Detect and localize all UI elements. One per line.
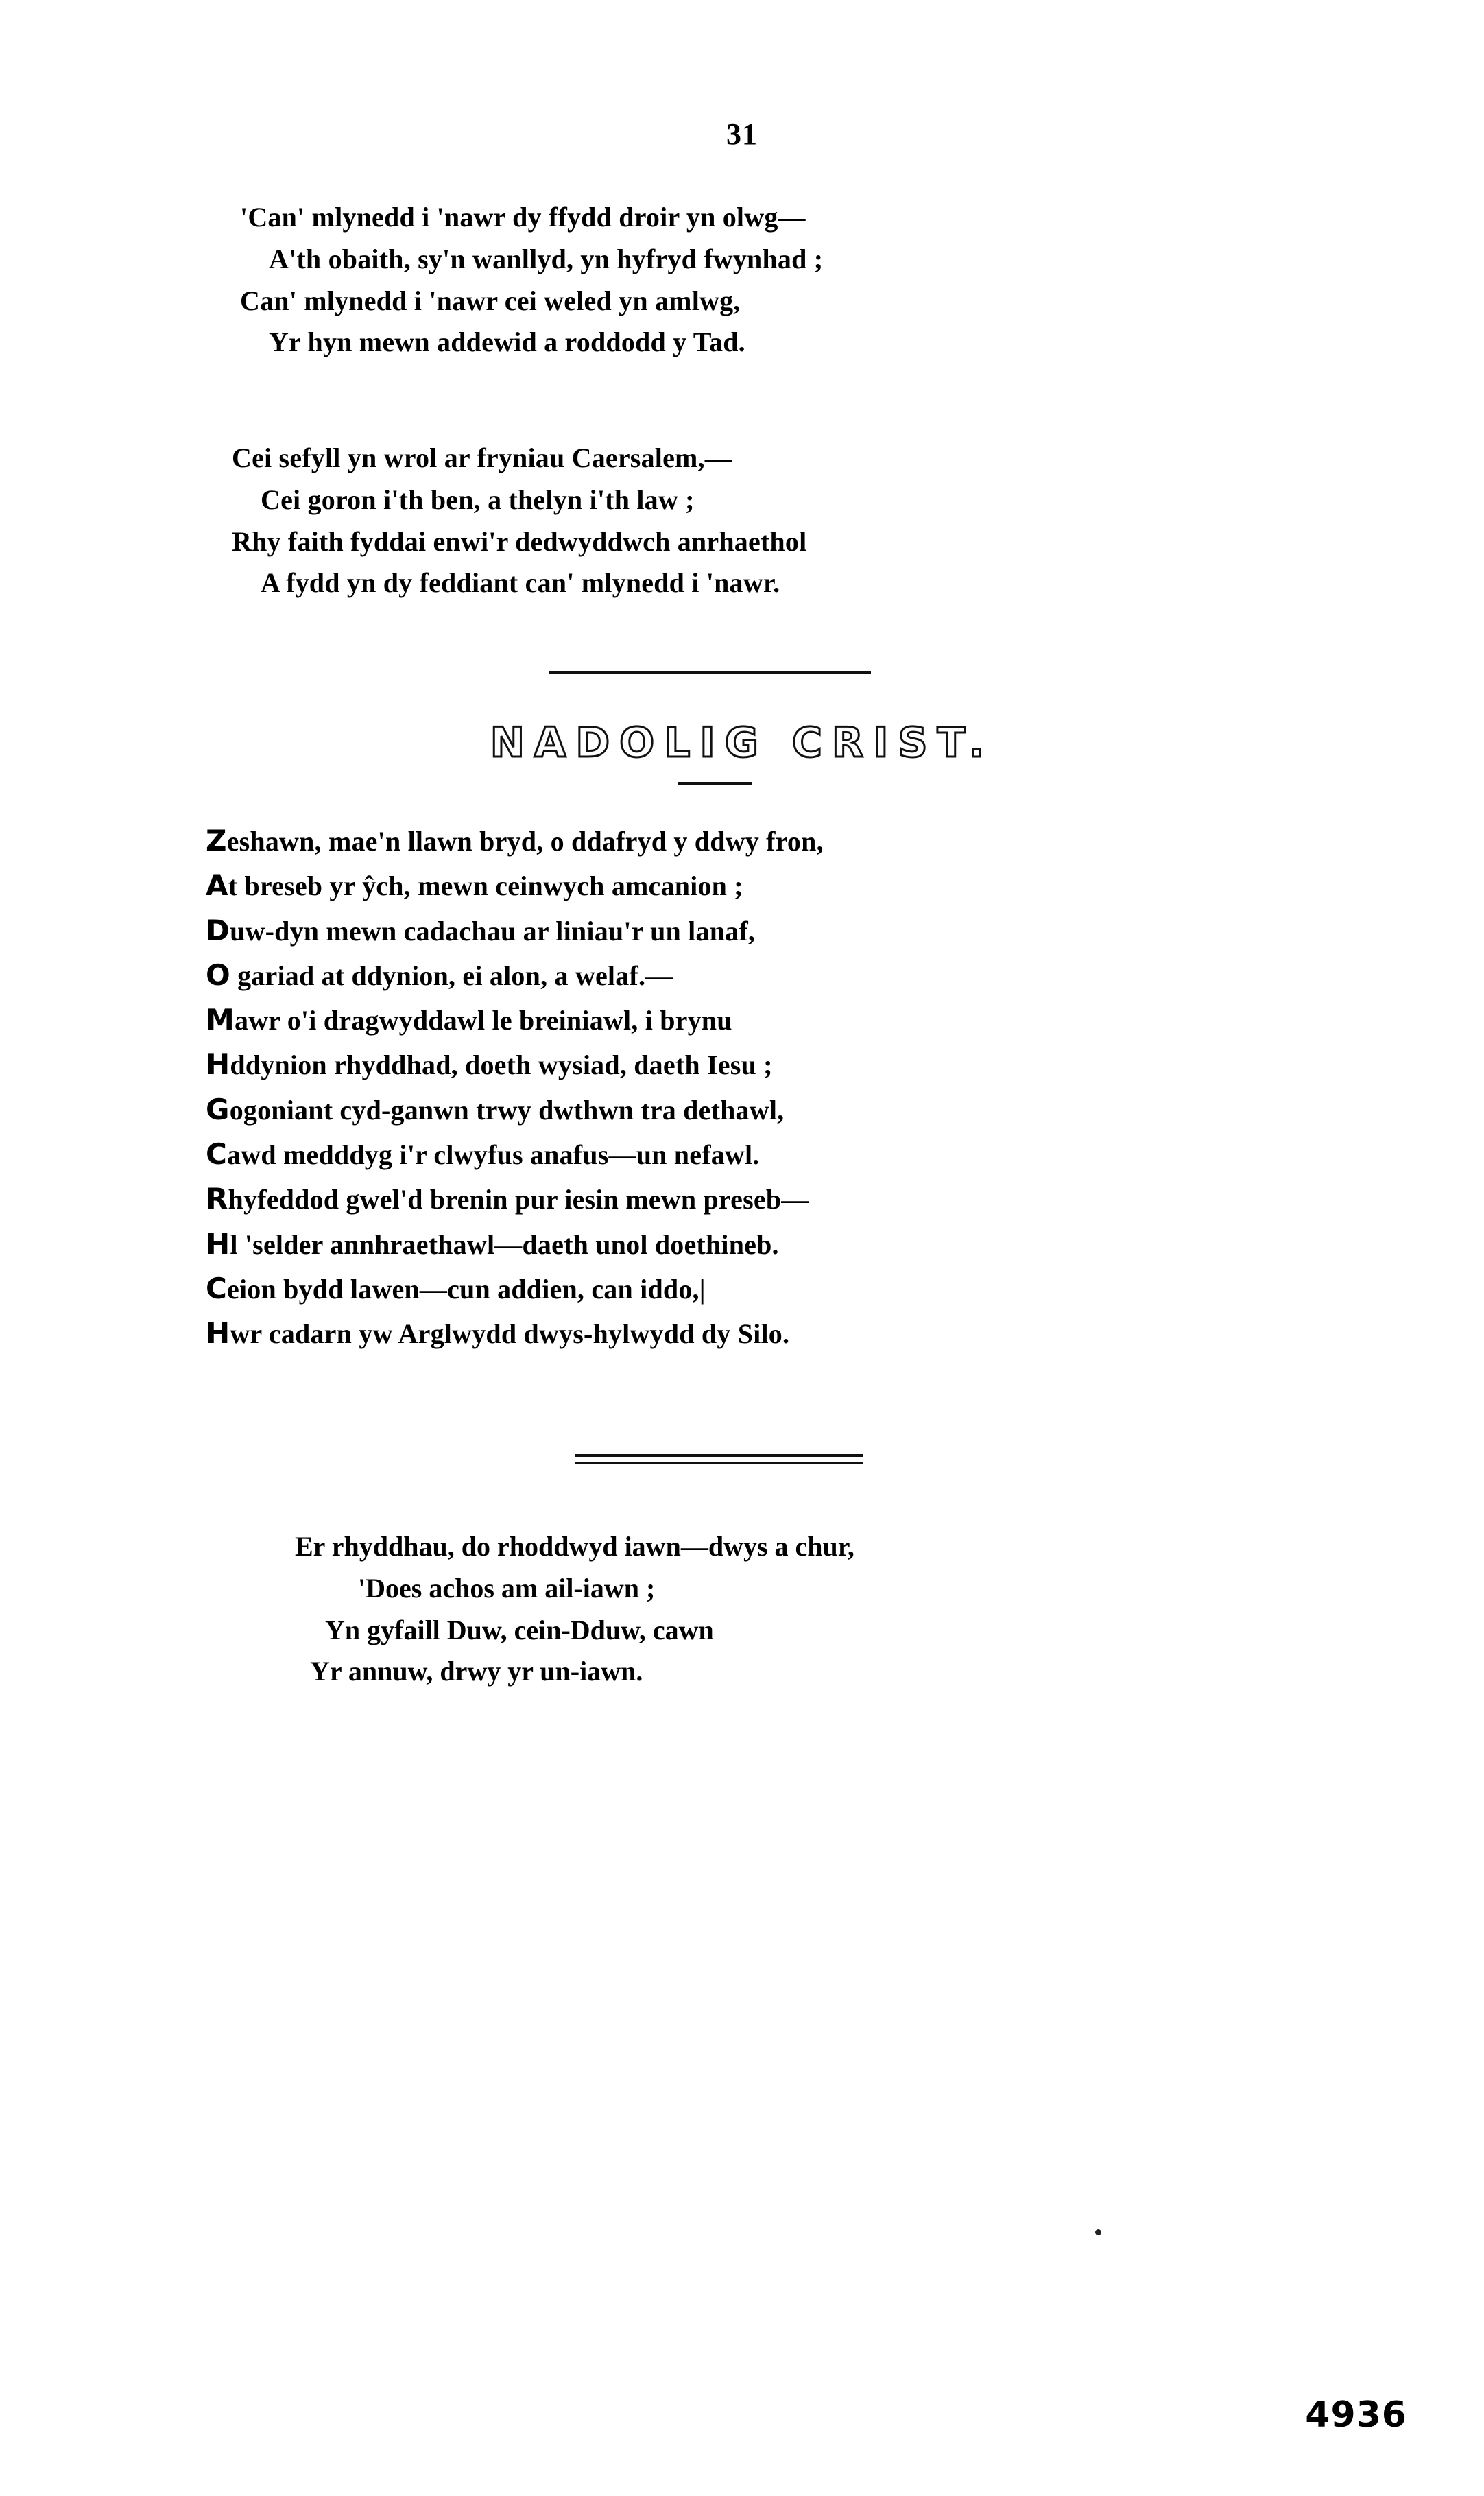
section-divider-rule bbox=[549, 671, 871, 674]
poem-body bbox=[206, 818, 824, 1356]
poem-line: Hl 'selder annhraethawl—daeth unol doethineb. bbox=[206, 1226, 779, 1261]
verse-line: Yr annuw, drwy yr un-iawn. bbox=[310, 1656, 643, 1687]
verse-line: A fydd yn dy feddiant can' mlynedd i 'nawr. bbox=[261, 567, 780, 599]
poem-line: Hwr cadarn yw Arglwydd dwys-hylwydd dy Silo. bbox=[206, 1316, 790, 1351]
verse-line: 'Can' mlynedd i 'nawr dy ffydd droir yn olwg— bbox=[240, 202, 806, 233]
poem-line: O gariad at ddynion, ei alon, a welaf.— bbox=[206, 958, 673, 992]
page-number: 31 bbox=[726, 117, 758, 151]
poem-line: Zeshawn, mae'n llawn bryd, o ddafryd y ddwy fron, bbox=[206, 824, 824, 857]
verse-line: Er rhyddhau, do rhoddwyd iawn—dwys a chur, bbox=[295, 1531, 854, 1562]
poem-line: Mawr o'i dragwyddawl le breiniawl, i brynu bbox=[206, 1003, 732, 1037]
poem-line: Rhyfeddod gwel'd brenin pur iesin mewn preseb— bbox=[206, 1182, 809, 1216]
page-speck bbox=[1095, 2229, 1101, 2235]
poem-line: At breseb yr ŷch, mewn ceinwych amcanion ; bbox=[206, 868, 743, 903]
section-divider-rule bbox=[575, 1454, 863, 1457]
poem-line: Ceion bydd lawen—cun addien, can iddo,| bbox=[206, 1271, 706, 1305]
stanza-second bbox=[232, 438, 806, 604]
section-heading-underline bbox=[678, 782, 752, 785]
poem-line: Duw-dyn mewn cadachau ar liniau'r un lanaf, bbox=[206, 913, 756, 947]
poem-line: Gogoniant cyd-ganwn trwy dwthwn tra dethawl, bbox=[206, 1092, 785, 1126]
poem-line: Hddynion rhyddhad, doeth wysiad, daeth Iesu ; bbox=[206, 1047, 773, 1082]
verse-line: Yr hyn mewn addewid a roddodd y Tad. bbox=[269, 326, 745, 358]
section-heading: NADOLIG CRIST. bbox=[490, 719, 994, 767]
verse-line: A'th obaith, sy'n wanllyd, yn hyfryd fwynhad ; bbox=[269, 243, 824, 274]
stanza-closing bbox=[295, 1526, 854, 1693]
verse-line: Yn gyfaill Duw, cein-Dduw, cawn bbox=[325, 1614, 714, 1645]
footer-identifier: 4936 bbox=[1305, 2394, 1407, 2436]
poem-line: Cawd medddyg i'r clwyfus anafus—un nefawl. bbox=[206, 1137, 760, 1172]
verse-line: Can' mlynedd i 'nawr cei weled yn amlwg, bbox=[240, 285, 741, 316]
verse-line: Cei sefyll yn wrol ar fryniau Caersalem,— bbox=[232, 442, 732, 473]
verse-line: Rhy faith fyddai enwi'r dedwyddwch anrhaethol bbox=[232, 525, 807, 557]
verse-line: 'Does achos am ail-iawn ; bbox=[358, 1572, 656, 1604]
section-divider-rule-second bbox=[575, 1462, 863, 1464]
verse-line: Cei goron i'th ben, a thelyn i'th law ; bbox=[261, 484, 695, 515]
stanza-first bbox=[240, 197, 823, 364]
